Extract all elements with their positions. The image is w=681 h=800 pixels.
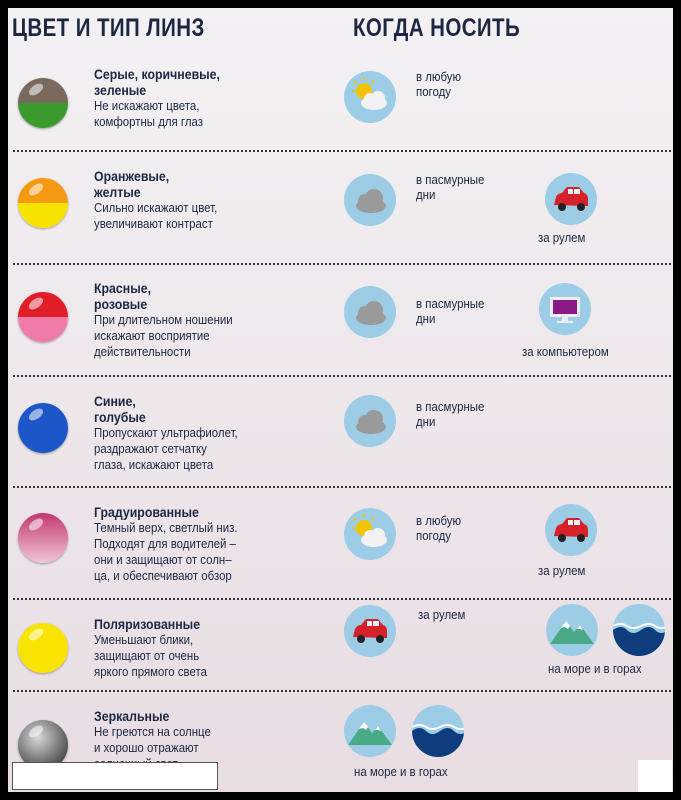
row-divider xyxy=(13,598,671,600)
header-lens-type: ЦВЕТ И ТИП ЛИНЗ xyxy=(12,14,205,42)
row-divider xyxy=(13,690,671,692)
lens-name: зеленые xyxy=(94,82,147,98)
infographic xyxy=(8,8,673,792)
when-label: дни xyxy=(416,311,436,326)
sea-wave-icon xyxy=(412,705,464,757)
lens-row xyxy=(8,158,673,268)
lens-swatch xyxy=(18,403,68,453)
lens-description: яркого прямого света xyxy=(94,664,207,679)
when-label: в любую xyxy=(416,69,462,84)
lens-description: они и защищают от солн– xyxy=(94,552,232,567)
lens-description: Пропускают ультрафиолет, xyxy=(94,425,238,440)
lens-description: Темный верх, светлый низ. xyxy=(94,520,238,535)
when-label: за рулем xyxy=(418,607,466,622)
lens-description: Сильно искажают цвет, xyxy=(94,200,218,215)
lens-swatch xyxy=(18,178,68,228)
lens-swatch xyxy=(18,513,68,563)
monitor-icon xyxy=(539,283,591,335)
lens-description: и хорошо отражают xyxy=(94,740,199,755)
when-label: дни xyxy=(416,414,436,429)
row-divider xyxy=(13,150,671,152)
blank-box-left xyxy=(12,762,218,790)
lens-description: комфортны для глаз xyxy=(94,114,204,129)
lens-description: Уменьшают блики, xyxy=(94,632,194,647)
when-label: в любую xyxy=(416,513,462,528)
lens-swatch xyxy=(18,78,68,128)
lens-description: Подходят для водителей – xyxy=(94,536,236,551)
mountain-icon xyxy=(344,705,396,757)
lens-name: Поляризованные xyxy=(94,616,201,632)
lens-description: раздражают сетчатку xyxy=(94,441,207,456)
lens-name: голубые xyxy=(94,409,146,425)
blank-box-right xyxy=(638,760,672,792)
when-label: погоду xyxy=(416,84,451,99)
lens-description: ца, и обеспечивают обзор xyxy=(94,568,232,583)
lens-name: Оранжевые, xyxy=(94,168,170,184)
header-when-to-wear: КОГДА НОСИТЬ xyxy=(353,14,521,42)
car-icon xyxy=(545,173,597,225)
lens-description: защищают от очень xyxy=(94,648,200,663)
cloud-icon xyxy=(344,286,396,338)
when-label: в пасмурные xyxy=(416,399,485,414)
when-label: за компьютером xyxy=(522,344,609,359)
when-label: за рулем xyxy=(538,230,586,245)
lens-name: желтые xyxy=(94,184,141,200)
lens-name: розовые xyxy=(94,296,148,312)
lens-description: действительности xyxy=(94,344,191,359)
lens-description: глаза, искажают цвета xyxy=(94,457,214,472)
car-icon xyxy=(545,504,597,556)
lens-name: Зеркальные xyxy=(94,708,170,724)
lens-description: искажают восприятие xyxy=(94,328,210,343)
when-label: в пасмурные xyxy=(416,296,485,311)
lens-row xyxy=(8,383,673,493)
lens-swatch xyxy=(18,292,68,342)
when-label: в пасмурные xyxy=(416,172,485,187)
when-label: дни xyxy=(416,187,436,202)
lens-description: увеличивают контраст xyxy=(94,216,213,231)
when-label: погоду xyxy=(416,528,451,543)
lens-swatch xyxy=(18,623,68,673)
car-icon xyxy=(344,605,396,657)
row-divider xyxy=(13,486,671,488)
lens-name: Синие, xyxy=(94,393,136,409)
when-label: на море и в горах xyxy=(548,661,642,676)
sea-wave-icon xyxy=(613,604,665,656)
lens-row xyxy=(8,494,673,604)
lens-row xyxy=(8,270,673,380)
lens-description: При длительном ношении xyxy=(94,312,233,327)
row-divider xyxy=(13,375,671,377)
cloud-icon xyxy=(344,395,396,447)
row-divider xyxy=(13,263,671,265)
mountain-icon xyxy=(546,604,598,656)
sun-cloud-icon xyxy=(344,508,396,560)
lens-description: Не греются на солнце xyxy=(94,724,211,739)
sun-cloud-icon xyxy=(344,71,396,123)
lens-description: Не искажают цвета, xyxy=(94,98,200,113)
lens-name: Серые, коричневые, xyxy=(94,66,220,82)
cloud-icon xyxy=(344,174,396,226)
when-label: за рулем xyxy=(538,563,586,578)
lens-name: Градуированные xyxy=(94,504,199,520)
when-label: на море и в горах xyxy=(354,764,448,779)
lens-name: Красные, xyxy=(94,280,151,296)
